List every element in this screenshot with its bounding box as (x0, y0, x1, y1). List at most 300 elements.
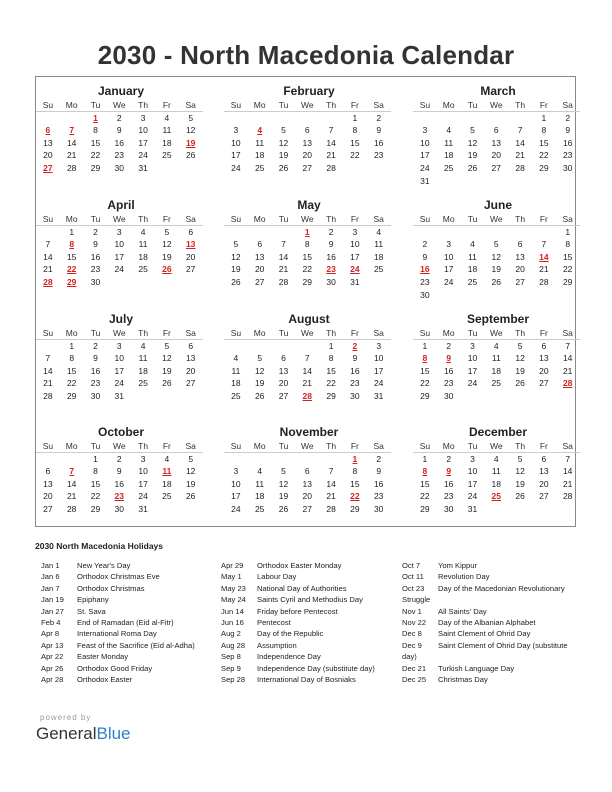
weekday-header: Tu (461, 99, 485, 112)
empty-day (295, 340, 319, 353)
day-cell: 7 (565, 340, 571, 351)
month-name: June (483, 198, 512, 212)
day-cell: 24 (231, 162, 241, 173)
weekday-header: Th (508, 99, 532, 112)
day-cell: 23 (90, 378, 101, 389)
weekday-header: Sa (367, 440, 391, 453)
holiday-row (41, 640, 216, 651)
day-cell: 9 (352, 353, 358, 364)
day-cell: 14 (562, 466, 573, 477)
holiday-name: Day of the Republic (257, 629, 324, 639)
day-cell: 18 (443, 150, 454, 161)
day-cell: 8 (328, 353, 334, 364)
holiday-row (221, 606, 399, 617)
day-cell: 8 (69, 353, 75, 364)
day-cell: 24 (114, 264, 125, 275)
day-cell: 20 (254, 264, 265, 275)
holiday-name: National Day of Authorities (257, 583, 347, 593)
day-cell: 21 (515, 150, 525, 161)
empty-day (272, 112, 296, 125)
day-cell: 29 (562, 276, 573, 287)
holiday-day: 9 (446, 353, 452, 364)
day-cell: 3 (233, 466, 239, 477)
day-cell: 14 (278, 251, 289, 262)
weekday-header: Fr (155, 99, 179, 112)
day-cell: 21 (43, 378, 53, 389)
day-cell: 4 (233, 353, 239, 364)
empty-day (272, 226, 296, 239)
day-cell: 14 (66, 478, 77, 489)
day-cell: 10 (420, 137, 430, 148)
holiday-date: Jan 19 (41, 595, 64, 605)
day-cell: 27 (43, 503, 53, 514)
day-cell: 25 (491, 378, 502, 389)
day-cell: 12 (515, 353, 525, 364)
day-cell: 3 (470, 340, 475, 351)
day-cell: 31 (420, 175, 430, 186)
holiday-date: Jan 6 (41, 572, 60, 582)
day-cell: 13 (491, 137, 502, 148)
day-cell: 17 (114, 365, 125, 376)
day-cell: 13 (185, 353, 196, 364)
day-cell: 3 (140, 112, 146, 123)
weekday-header: Su (224, 327, 248, 340)
month-march (413, 84, 573, 187)
day-cell: 22 (420, 378, 430, 389)
holiday-name: Assumption (257, 640, 297, 650)
day-cell: 30 (443, 390, 454, 401)
day-cell: 21 (43, 264, 53, 275)
day-cell: 22 (539, 150, 549, 161)
day-cell: 8 (304, 239, 310, 250)
day-cell: 28 (66, 162, 77, 173)
weekday-header: Th (319, 99, 343, 112)
day-cell: 18 (467, 264, 478, 275)
month-april (36, 198, 196, 289)
day-cell: 4 (140, 226, 146, 237)
holiday-day: 29 (66, 276, 77, 287)
day-cell: 11 (468, 251, 477, 262)
day-cell: 10 (373, 353, 384, 364)
day-cell: 30 (443, 503, 454, 514)
holiday-row (41, 628, 216, 639)
holiday-day: 28 (43, 276, 53, 287)
day-cell: 25 (138, 378, 148, 389)
day-cell: 26 (254, 390, 265, 401)
day-cell: 16 (114, 478, 125, 489)
weekday-header: Tu (272, 213, 296, 226)
day-cell: 29 (420, 390, 430, 401)
month-name: August (288, 312, 330, 326)
day-cell: 21 (562, 478, 573, 489)
weekday-header: Sa (556, 99, 580, 112)
holiday-day: 28 (302, 390, 313, 401)
day-cell: 13 (515, 251, 525, 262)
day-cell: 1 (352, 112, 358, 123)
holiday-date: Apr 22 (41, 652, 64, 662)
day-cell: 12 (185, 466, 196, 477)
day-cell: 17 (443, 264, 454, 275)
day-cell: 5 (233, 239, 239, 250)
day-cell: 2 (422, 239, 428, 250)
holiday-day: 8 (69, 239, 75, 250)
weekday-header: Sa (556, 440, 580, 453)
holiday-date: Nov 1 (402, 606, 422, 616)
weekday-header: Mo (437, 99, 461, 112)
day-cell: 3 (446, 239, 452, 250)
day-cell: 17 (231, 150, 241, 161)
holiday-row (41, 571, 216, 582)
weekday-header: Fr (343, 99, 367, 112)
weekday-header: Sa (367, 213, 391, 226)
day-cell: 1 (93, 453, 98, 464)
day-cell: 1 (69, 226, 75, 237)
empty-day (248, 453, 272, 466)
weekday-header: Su (36, 99, 60, 112)
day-cell: 17 (467, 365, 478, 376)
day-cell: 19 (515, 478, 525, 489)
day-cell: 26 (515, 491, 525, 502)
day-cell: 20 (43, 491, 53, 502)
weekday-header: Fr (532, 213, 556, 226)
month-december (413, 425, 573, 516)
holiday-day: 2 (352, 340, 358, 351)
day-cell: 21 (539, 264, 549, 275)
holiday-date: Oct 7 (402, 561, 421, 570)
holiday-day: 25 (491, 491, 502, 502)
day-cell: 20 (539, 478, 549, 489)
holiday-column-1 (41, 560, 216, 685)
empty-day (413, 112, 437, 125)
weekday-header: We (484, 99, 508, 112)
day-cell: 2 (376, 112, 382, 123)
weekday-header: Fr (532, 440, 556, 453)
day-cell: 10 (138, 125, 148, 136)
day-cell: 3 (233, 125, 239, 136)
day-cell: 20 (185, 251, 196, 262)
holiday-row (221, 640, 399, 651)
day-cell: 16 (90, 365, 101, 376)
day-cell: 2 (328, 226, 334, 237)
weekday-header: Th (131, 213, 155, 226)
empty-day (413, 226, 437, 239)
day-cell: 22 (350, 150, 360, 161)
empty-day (224, 226, 248, 239)
holiday-name: International Roma Day (77, 629, 157, 639)
day-cell: 9 (565, 125, 571, 136)
holidays-title: 2030 North Macedonia Holidays (35, 541, 164, 551)
month-name: February (283, 84, 335, 98)
day-cell: 25 (254, 162, 265, 173)
day-cell: 10 (114, 239, 125, 250)
holiday-row (402, 628, 574, 639)
holiday-row (41, 560, 216, 571)
day-cell: 22 (90, 491, 101, 502)
empty-day (272, 453, 296, 466)
day-cell: 29 (90, 162, 101, 173)
day-cell: 12 (467, 137, 478, 148)
day-cell: 31 (114, 390, 125, 401)
holiday-row (41, 606, 216, 617)
weekday-header: We (107, 213, 131, 226)
month-name: November (279, 425, 339, 439)
holiday-day: 22 (350, 491, 360, 502)
day-cell: 27 (302, 162, 313, 173)
day-cell: 5 (164, 226, 170, 237)
day-cell: 27 (302, 503, 313, 514)
day-cell: 14 (66, 137, 77, 148)
day-cell: 17 (350, 251, 360, 262)
holiday-day: 16 (420, 264, 430, 275)
day-cell: 29 (420, 503, 430, 514)
day-cell: 11 (138, 239, 148, 250)
weekday-header: Su (413, 213, 437, 226)
holiday-date: Nov 22 (402, 618, 427, 628)
day-cell: 19 (491, 264, 502, 275)
day-cell: 11 (138, 353, 148, 364)
day-cell: 21 (278, 264, 289, 275)
holiday-name: St. Sava (77, 606, 106, 616)
holiday-day: 1 (352, 453, 358, 464)
day-cell: 19 (231, 264, 241, 275)
empty-day (484, 112, 508, 125)
holiday-row (221, 583, 399, 594)
day-cell: 10 (114, 353, 125, 364)
weekday-header: Su (413, 327, 437, 340)
holiday-name: Day of the Albanian Alphabet (438, 618, 536, 628)
month-august (224, 312, 384, 403)
holiday-row (221, 663, 399, 674)
generalblue-logo[interactable] (36, 724, 131, 744)
day-cell: 11 (255, 478, 265, 489)
day-cell: 9 (376, 125, 382, 136)
day-cell: 12 (278, 478, 289, 489)
day-cell: 23 (443, 491, 454, 502)
day-cell: 7 (45, 239, 51, 250)
day-cell: 19 (278, 491, 289, 502)
day-cell: 15 (420, 365, 430, 376)
holiday-day: 9 (446, 466, 452, 477)
day-cell: 23 (90, 264, 101, 275)
day-cell: 7 (328, 466, 334, 477)
holiday-row (402, 674, 574, 685)
empty-day (461, 112, 485, 125)
day-cell: 10 (350, 239, 360, 250)
day-cell: 10 (443, 251, 454, 262)
day-cell: 26 (278, 162, 289, 173)
month-july (36, 312, 196, 403)
weekday-header: Tu (84, 440, 108, 453)
weekday-header: Mo (248, 327, 272, 340)
day-cell: 18 (254, 150, 265, 161)
day-cell: 21 (66, 491, 77, 502)
holiday-date: Aug 28 (221, 640, 246, 650)
month-january (36, 84, 196, 175)
weekday-header: We (295, 99, 319, 112)
weekday-header: Sa (179, 440, 203, 453)
day-cell: 16 (350, 365, 360, 376)
day-cell: 12 (254, 365, 265, 376)
day-cell: 20 (278, 378, 289, 389)
weekday-header: We (107, 327, 131, 340)
month-september (413, 312, 573, 403)
holiday-date: Jun 16 (221, 618, 244, 628)
weekday-header: Th (319, 440, 343, 453)
day-cell: 20 (539, 365, 549, 376)
weekday-header: Tu (272, 440, 296, 453)
weekday-header: We (295, 440, 319, 453)
day-cell: 24 (231, 503, 241, 514)
holiday-row (41, 583, 216, 594)
holiday-name: Epiphany (77, 595, 109, 605)
empty-day (508, 226, 532, 239)
weekday-header: Sa (556, 327, 580, 340)
day-cell: 19 (278, 150, 289, 161)
weekday-header: Mo (60, 99, 84, 112)
day-cell: 16 (90, 251, 101, 262)
day-cell: 4 (493, 453, 499, 464)
day-cell: 18 (231, 378, 241, 389)
day-cell: 19 (162, 365, 172, 376)
holiday-name: Orthodox Easter Monday (257, 561, 342, 570)
day-cell: 4 (376, 226, 382, 237)
weekday-header: Tu (272, 99, 296, 112)
holiday-day: 24 (350, 264, 360, 275)
day-cell: 6 (188, 340, 194, 351)
weekday-header: Sa (179, 99, 203, 112)
day-cell: 9 (93, 353, 98, 364)
holiday-day: 23 (114, 491, 125, 502)
day-cell: 8 (352, 466, 358, 477)
holiday-name: Yom Kippur (438, 561, 477, 570)
weekday-header: Fr (343, 440, 367, 453)
day-cell: 27 (185, 264, 196, 275)
day-cell: 15 (350, 137, 360, 148)
day-cell: 18 (138, 251, 148, 262)
weekday-header: We (295, 213, 319, 226)
day-cell: 8 (352, 125, 358, 136)
day-cell: 18 (491, 365, 502, 376)
day-cell: 19 (254, 378, 265, 389)
day-cell: 30 (326, 276, 336, 287)
holiday-row (402, 594, 574, 605)
holiday-name: End of Ramadan (Eid al-Fitr) (77, 618, 174, 628)
weekday-header: Tu (84, 213, 108, 226)
day-cell: 16 (373, 137, 384, 148)
day-cell: 15 (302, 251, 313, 262)
day-cell: 24 (114, 378, 125, 389)
weekday-header: We (484, 213, 508, 226)
day-cell: 17 (373, 365, 384, 376)
day-cell: 13 (278, 365, 289, 376)
empty-day (295, 112, 319, 125)
day-cell: 13 (539, 466, 549, 477)
day-cell: 6 (188, 226, 194, 237)
weekday-header: Su (413, 99, 437, 112)
day-cell: 2 (446, 453, 452, 464)
holiday-name: Orthodox Easter (77, 675, 133, 685)
day-cell: 12 (491, 251, 502, 262)
day-cell: 4 (140, 340, 146, 351)
empty-day (437, 226, 461, 239)
day-cell: 22 (562, 264, 573, 275)
day-cell: 4 (493, 340, 499, 351)
day-cell: 26 (231, 276, 241, 287)
day-cell: 30 (114, 503, 125, 514)
day-cell: 2 (565, 112, 571, 123)
holiday-day: 13 (185, 239, 196, 250)
day-cell: 26 (278, 503, 289, 514)
holiday-name: Orthodox Good Friday (77, 663, 153, 673)
day-cell: 16 (326, 251, 336, 262)
day-cell: 29 (66, 390, 77, 401)
day-cell: 3 (140, 453, 146, 464)
day-cell: 24 (373, 378, 384, 389)
day-cell: 8 (565, 239, 571, 250)
day-cell: 7 (541, 239, 547, 250)
day-cell: 27 (539, 378, 549, 389)
weekday-header: Su (224, 213, 248, 226)
weekday-header: Th (319, 213, 343, 226)
day-cell: 14 (302, 365, 313, 376)
day-cell: 23 (373, 150, 384, 161)
day-cell: 28 (326, 162, 336, 173)
holiday-date: Sep 28 (221, 675, 246, 685)
weekday-header: We (295, 327, 319, 340)
day-cell: 28 (515, 162, 525, 173)
day-cell: 29 (90, 503, 101, 514)
day-cell: 3 (116, 340, 122, 351)
day-cell: 5 (257, 353, 263, 364)
weekday-header: Th (319, 327, 343, 340)
day-cell: 10 (138, 466, 148, 477)
holiday-date: Sep 8 (221, 652, 241, 662)
day-cell: 9 (422, 251, 428, 262)
empty-day (36, 340, 60, 353)
day-cell: 5 (281, 466, 286, 477)
day-cell: 2 (446, 340, 452, 351)
empty-day (319, 453, 343, 466)
weekday-header: Su (224, 440, 248, 453)
holiday-row (402, 617, 574, 628)
day-cell: 6 (541, 453, 547, 464)
day-cell: 22 (90, 150, 101, 161)
holiday-day: 8 (422, 353, 428, 364)
empty-day (484, 226, 508, 239)
day-cell: 30 (373, 503, 384, 514)
weekday-header: We (107, 440, 131, 453)
day-cell: 11 (231, 365, 241, 376)
day-cell: 12 (185, 125, 196, 136)
weekday-header: Mo (60, 327, 84, 340)
day-cell: 13 (302, 478, 313, 489)
holiday-day: 7 (69, 466, 75, 477)
day-cell: 4 (164, 453, 170, 464)
holiday-row (221, 560, 399, 571)
day-cell: 8 (93, 125, 98, 136)
day-cell: 20 (185, 365, 196, 376)
empty-day (36, 112, 60, 125)
weekday-header: Tu (84, 99, 108, 112)
day-cell: 26 (515, 378, 525, 389)
weekday-header: Sa (179, 327, 203, 340)
weekday-header: Su (36, 440, 60, 453)
day-cell: 29 (350, 503, 360, 514)
holiday-date: Apr 29 (221, 561, 244, 570)
day-cell: 20 (491, 150, 502, 161)
day-cell: 10 (467, 466, 478, 477)
day-cell: 28 (66, 503, 77, 514)
